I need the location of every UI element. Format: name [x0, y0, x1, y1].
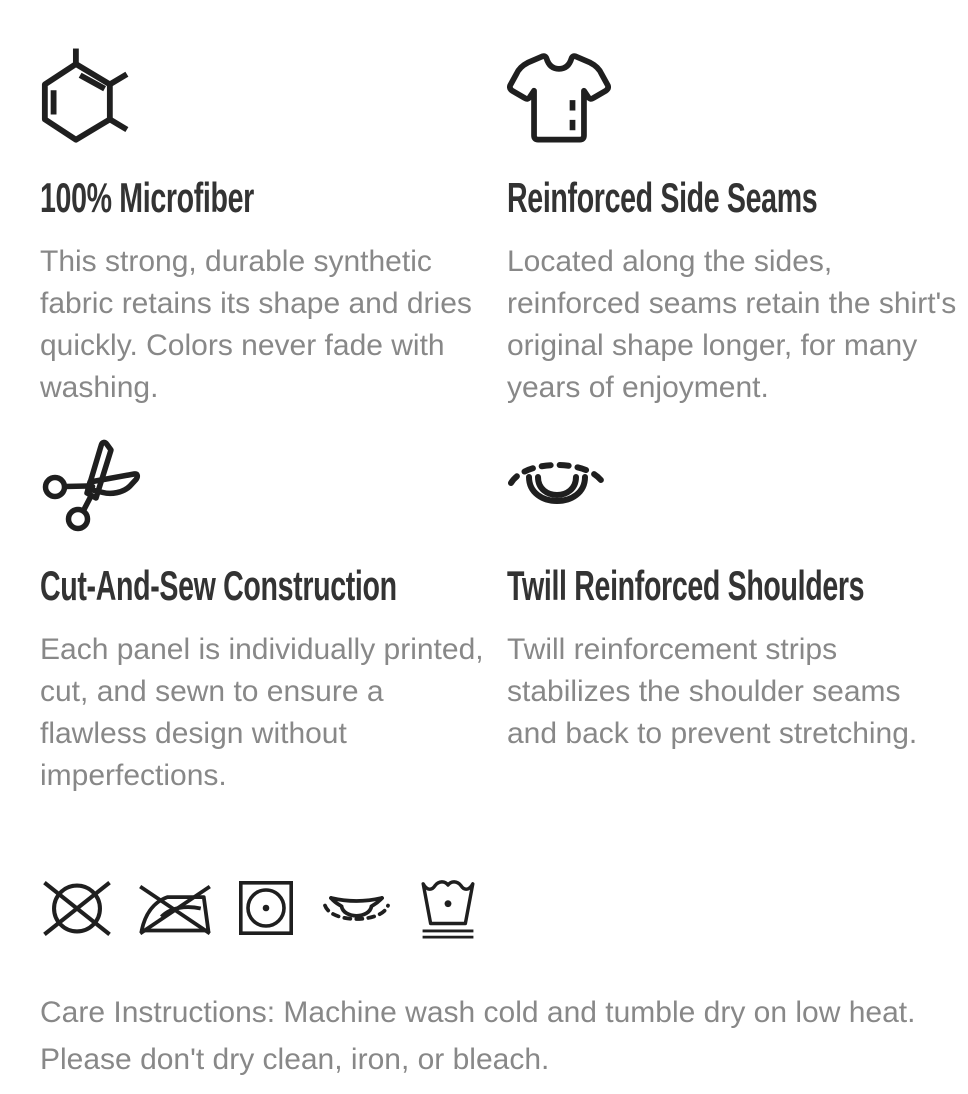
care-instructions-text: Care Instructions: Machine wash cold and tumble dry on low heat. Please don't dry clean, iron, or bleach. [40, 996, 916, 1076]
tumble-dry-low-icon [236, 878, 296, 938]
feature-description: Twill reinforcement strips stabilizes the shoulder seams and back to prevent stretching. [507, 633, 918, 750]
collar-seam-icon [319, 889, 394, 928]
do-not-dry-clean-icon [40, 878, 114, 939]
do-not-iron-icon [137, 882, 213, 935]
feature-title: 100% Microfiber [40, 174, 254, 221]
features-grid [40, 45, 968, 797]
feature-description: Each panel is individually printed, cut, and sewn to ensure a flawless design without imperfections. [40, 633, 484, 792]
feature-side-seams [507, 45, 957, 409]
care-symbols-row [40, 869, 968, 947]
shoulder-seam-icon [507, 455, 607, 517]
tshirt-side-seam-icon [507, 46, 611, 150]
feature-title: Reinforced Side Seams [507, 174, 818, 221]
machine-wash-cold-icon [417, 875, 479, 941]
feature-title: Cut-And-Sew Construction [40, 562, 397, 609]
feature-twill-shoulders [507, 433, 957, 797]
scissors-icon [40, 436, 142, 536]
feature-description: This strong, durable synthetic fabric retains its shape and dries quickly. Colors never fade with washing. [40, 245, 472, 404]
feature-cut-and-sew [40, 433, 490, 797]
feature-title: Twill Reinforced Shoulders [507, 562, 865, 609]
feature-description: Located along the sides, reinforced seams retain the shirt's original shape longer, for many years of enjoyment. [507, 245, 957, 404]
feature-microfiber [40, 45, 490, 409]
molecule-icon [40, 48, 137, 148]
